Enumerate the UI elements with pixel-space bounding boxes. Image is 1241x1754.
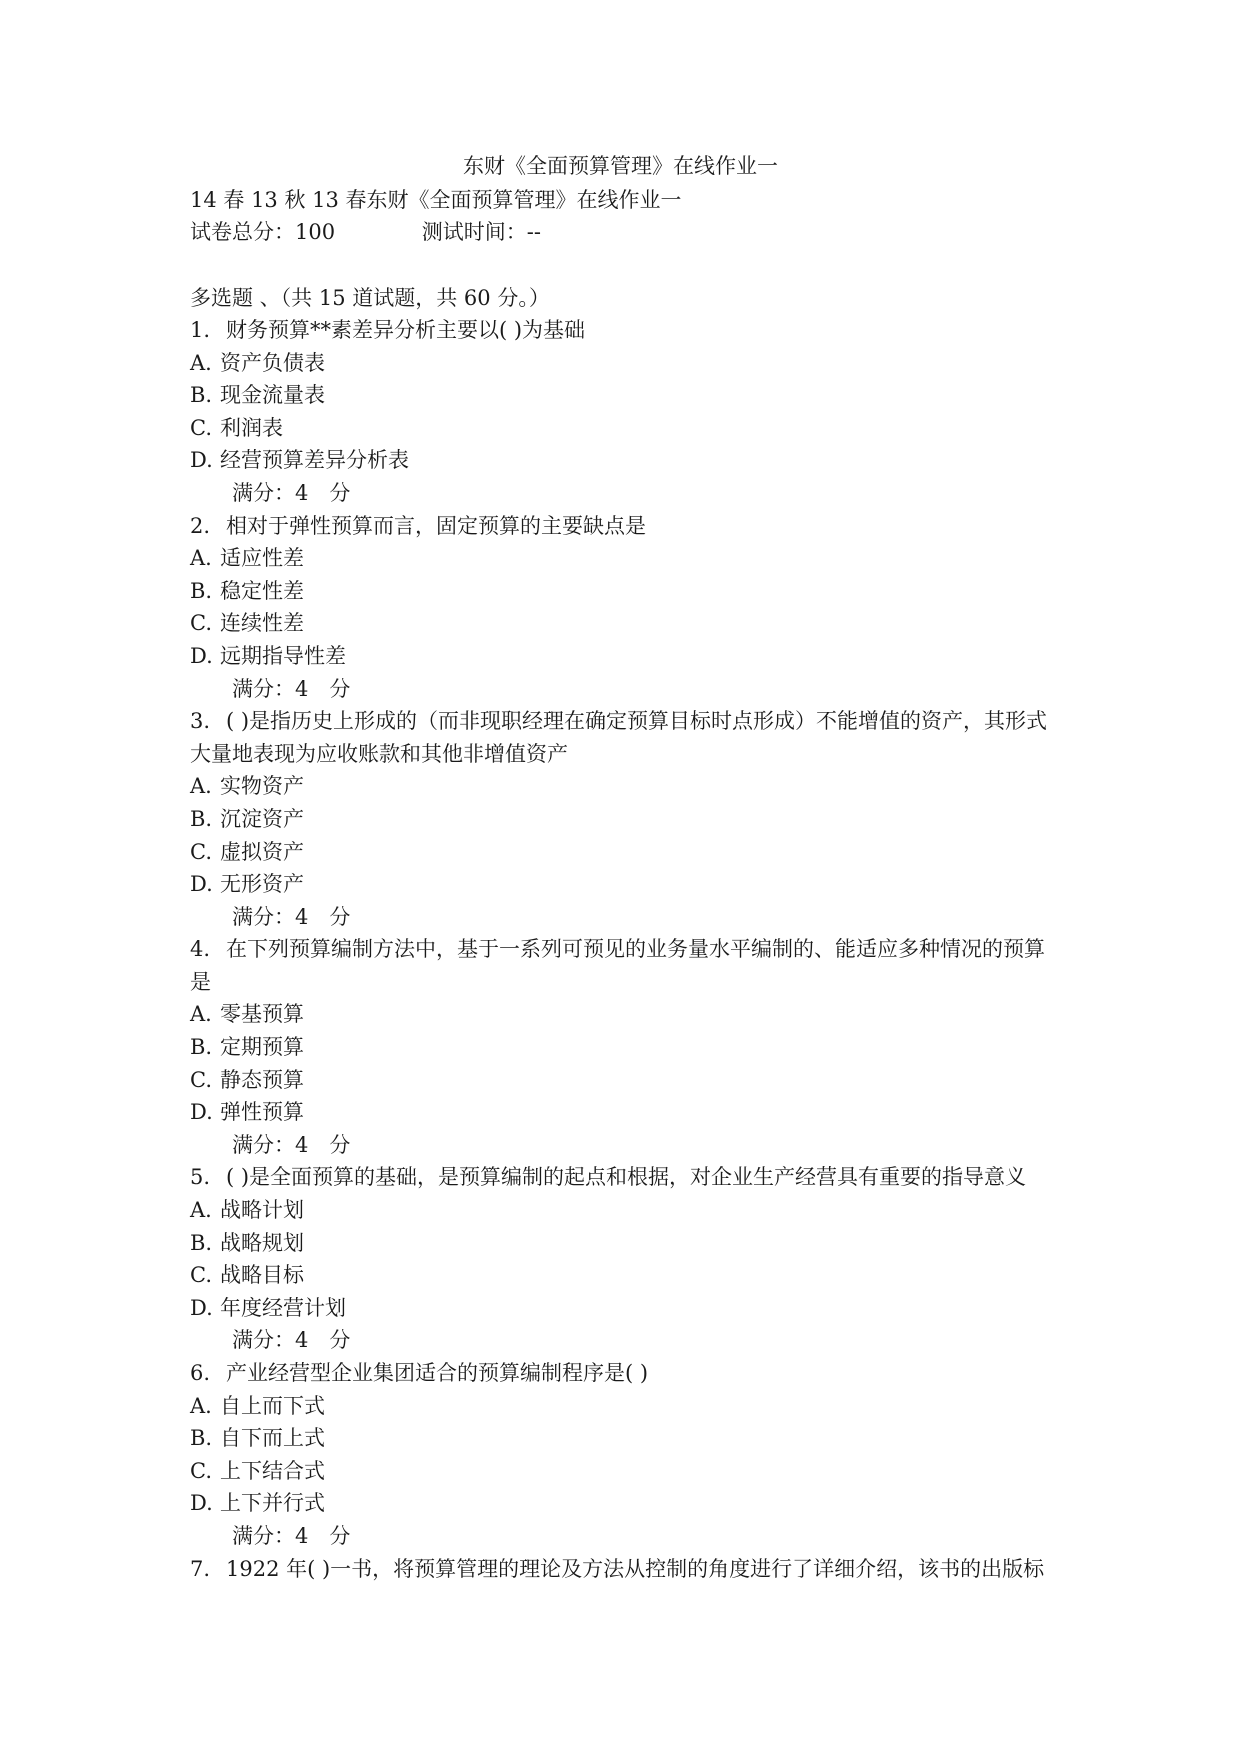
answer-option <box>190 347 1060 380</box>
option-text: 年度经营计划 <box>220 1295 346 1320</box>
question-text: 产业经营型企业集团适合的预算编制程序是( ) <box>226 1361 649 1385</box>
option-letter: D. <box>190 643 213 668</box>
option-letter: B. <box>190 1426 213 1451</box>
question-block <box>190 510 1060 706</box>
question-stem <box>190 510 1060 543</box>
option-letter: B. <box>190 578 213 603</box>
option-letter: D. <box>190 1295 213 1320</box>
question-text: 在下列预算编制方法中，基于一系列可预见的业务量水平编制的、能适应多种情况的预算是 <box>190 937 1045 994</box>
option-text: 弹性预算 <box>220 1100 304 1125</box>
option-text: 稳定性差 <box>220 578 304 603</box>
answer-option <box>190 379 1060 412</box>
answer-option <box>190 1064 1060 1097</box>
question-number: 5. <box>190 1165 211 1190</box>
answer-option <box>190 575 1060 608</box>
option-text: 无形资产 <box>220 872 304 897</box>
answer-option <box>190 1292 1060 1325</box>
option-letter: C. <box>190 415 212 440</box>
question-score: 满分：4 分 <box>232 1523 351 1548</box>
question-number: 3. <box>190 709 211 734</box>
answer-option <box>190 1422 1060 1455</box>
question-score: 满分：4 分 <box>232 904 351 929</box>
question-stem <box>190 1357 1060 1390</box>
option-text: 适应性差 <box>220 546 304 571</box>
question-score: 满分：4 分 <box>232 1328 351 1353</box>
answer-option <box>190 1390 1060 1423</box>
option-letter: C. <box>190 611 212 636</box>
option-text: 零基预算 <box>220 1002 304 1027</box>
option-text: 战略规划 <box>220 1230 304 1255</box>
option-letter: B. <box>190 383 213 408</box>
option-text: 远期指导性差 <box>220 643 346 668</box>
section-header: 多选题 、（共 15 道试题，共 60 分。） <box>190 286 550 310</box>
option-text: 利润表 <box>220 415 283 440</box>
option-letter: C. <box>190 1263 212 1288</box>
question-score: 满分：4 分 <box>232 480 351 505</box>
question-number: 7. <box>190 1556 211 1581</box>
answer-option <box>190 998 1060 1031</box>
option-letter: C. <box>190 1067 212 1092</box>
option-letter: A. <box>190 1198 212 1223</box>
answer-option <box>190 1031 1060 1064</box>
option-text: 连续性差 <box>220 611 304 636</box>
option-letter: A. <box>190 774 212 799</box>
option-letter: D. <box>190 1491 213 1516</box>
option-text: 虚拟资产 <box>220 839 304 864</box>
question-block <box>190 705 1060 933</box>
question-block <box>190 1161 1060 1357</box>
option-text: 实物资产 <box>220 774 304 799</box>
option-text: 战略计划 <box>220 1198 304 1223</box>
answer-option <box>190 1227 1060 1260</box>
option-text: 现金流量表 <box>220 383 325 408</box>
option-letter: A. <box>190 546 212 571</box>
option-text: 上下并行式 <box>220 1491 325 1516</box>
option-letter: A. <box>190 350 212 375</box>
answer-option <box>190 607 1060 640</box>
question-number: 6. <box>190 1361 211 1385</box>
document-subtitle: 14 春 13 秋 13 春东财《全面预算管理》在线作业一 <box>190 188 682 212</box>
answer-option <box>190 836 1060 869</box>
option-text: 经营预算差异分析表 <box>220 448 409 473</box>
option-text: 战略目标 <box>220 1263 304 1288</box>
answer-option <box>190 1096 1060 1129</box>
question-text: ( )是指历史上形成的（而非现职经理在确定预算目标时点形成）不能增值的资产，其形式大量地表现为应收账款和其他非增值资产 <box>190 709 1048 766</box>
answer-option <box>190 868 1060 901</box>
option-letter: D. <box>190 448 213 473</box>
option-text: 自下而上式 <box>220 1426 325 1451</box>
question-text: ( )是全面预算的基础，是预算编制的起点和根据，对企业生产经营具有重要的指导意义 <box>226 1165 1027 1190</box>
option-letter: A. <box>190 1002 212 1027</box>
answer-option <box>190 444 1060 477</box>
answer-option <box>190 1259 1060 1292</box>
question-text: 财务预算**素差异分析主要以( )为基础 <box>226 318 586 342</box>
total-score: 试卷总分：100 <box>190 220 336 244</box>
option-letter: D. <box>190 1100 213 1125</box>
document-title: 东财《全面预算管理》在线作业一 <box>463 154 778 178</box>
question-score: 满分：4 分 <box>232 676 351 701</box>
answer-option <box>190 640 1060 673</box>
question-number: 2. <box>190 513 211 538</box>
question-text: 1922 年( )一书，将预算管理的理论及方法从控制的角度进行了详细介绍，该书的出版标 <box>226 1556 1045 1581</box>
question-block <box>190 933 1060 1161</box>
question-number: 4. <box>190 937 211 962</box>
option-text: 静态预算 <box>220 1067 304 1092</box>
option-letter: C. <box>190 839 212 864</box>
answer-option <box>190 1487 1060 1520</box>
question-text: 相对于弹性预算而言，固定预算的主要缺点是 <box>226 513 646 538</box>
answer-option <box>190 412 1060 445</box>
question-stem <box>190 1161 1060 1194</box>
option-text: 沉淀资产 <box>220 806 304 831</box>
option-letter: B. <box>190 1035 213 1060</box>
question-number: 1. <box>190 318 211 342</box>
option-text: 定期预算 <box>220 1035 304 1060</box>
question-stem <box>190 933 1060 998</box>
question-block <box>190 1553 1060 1586</box>
question-block <box>190 314 1060 510</box>
question-stem <box>190 1553 1060 1586</box>
exam-meta <box>190 216 541 248</box>
option-letter: B. <box>190 806 213 831</box>
answer-option <box>190 770 1060 803</box>
option-letter: B. <box>190 1230 213 1255</box>
option-text: 上下结合式 <box>220 1458 325 1483</box>
answer-option <box>190 542 1060 575</box>
question-block <box>190 1357 1060 1553</box>
option-letter: A. <box>190 1393 212 1418</box>
question-stem <box>190 314 1060 347</box>
option-text: 自上而下式 <box>220 1393 325 1418</box>
question-score: 满分：4 分 <box>232 1132 351 1157</box>
question-list <box>190 314 1060 1585</box>
option-letter: C. <box>190 1458 212 1483</box>
option-text: 资产负债表 <box>220 350 325 375</box>
answer-option <box>190 803 1060 836</box>
answer-option <box>190 1194 1060 1227</box>
test-time: 测试时间：-- <box>421 220 541 244</box>
option-letter: D. <box>190 872 213 897</box>
answer-option <box>190 1455 1060 1488</box>
question-stem <box>190 705 1060 770</box>
